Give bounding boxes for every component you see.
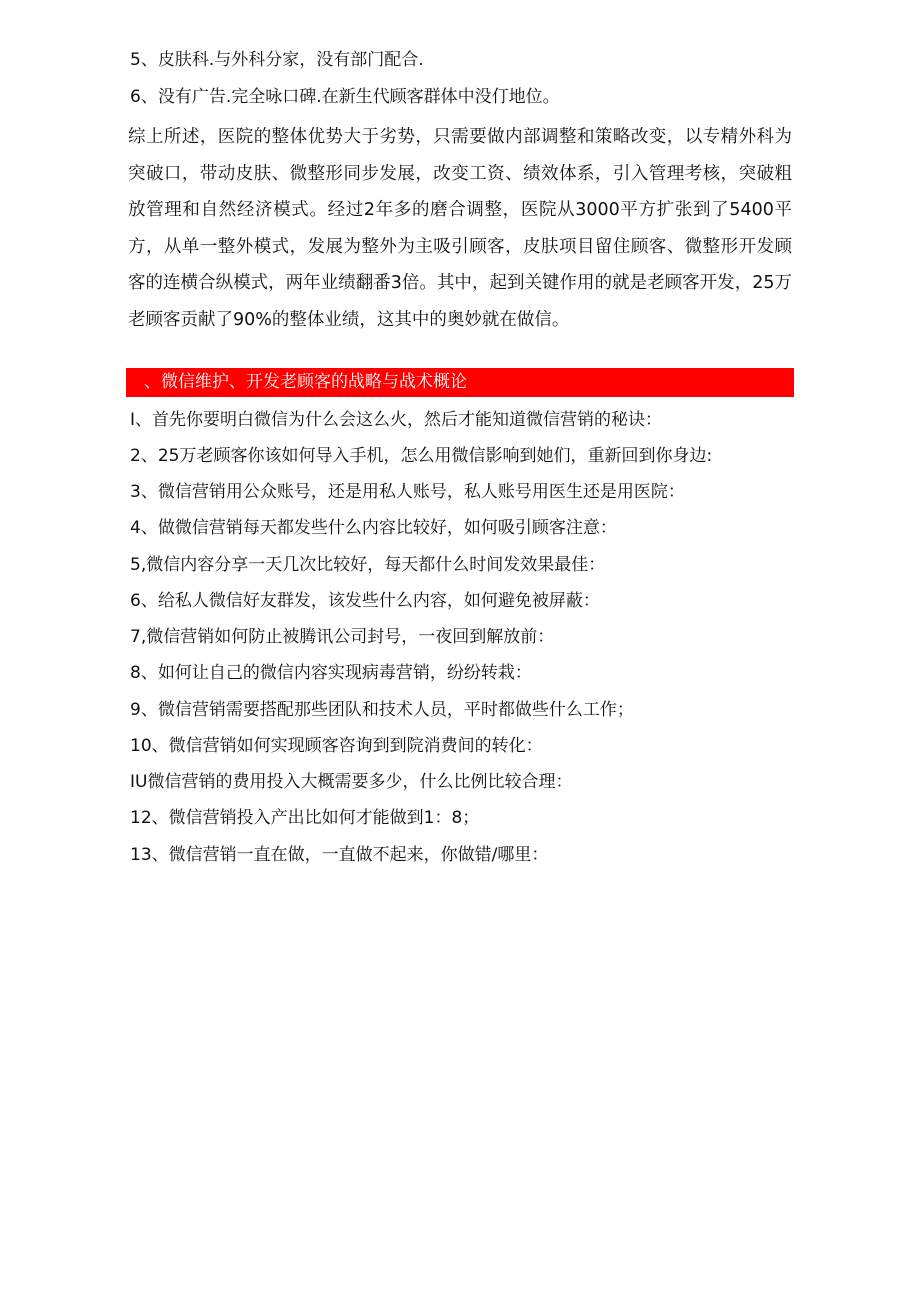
- question-item-12: 12、微信营销投入产出比如何才能做到1：8；: [130, 808, 480, 828]
- intro-item-6: 6、没有广告.完全咏口碑.在新生代顾客群体中没仃地位。: [130, 87, 560, 107]
- question-item-6: 6、给私人微信好友群发，该发些什么内容，如何避免被屏蔽：: [130, 591, 600, 611]
- intro-item-5: 5、皮肤科.与外科分家，没有部门配合.: [130, 50, 424, 70]
- question-item-5: 5,微信内容分享一天几次比较好，每天都什么时间发效果最佳：: [130, 555, 606, 575]
- question-item-13: 13、微信营销一直在做，一直做不起来，你做错/哪里：: [130, 845, 549, 865]
- question-item-10: 10、微信营销如何实现顾客咨询到到院消费间的转化：: [130, 736, 543, 756]
- question-item-4: 4、做微信营销每天都发些什么内容比较好，如何吸引顾客注意：: [130, 518, 617, 538]
- question-item-3: 3、微信营销用公众账号，还是用私人账号，私人账号用医生还是用医院：: [130, 482, 685, 502]
- question-item-2: 2、25万老顾客你该如何导入手机，怎么用微信影响到她们，重新回到你身边:: [130, 446, 713, 466]
- question-item-7: 7,微信营销如何防止被腾讯公司封号，一夜回到解放前：: [130, 627, 555, 647]
- section-heading-banner: [126, 368, 794, 397]
- question-item-1: I、首先你要明白微信为什么会这么火，然后才能知道微信营销的秘诀：: [130, 410, 663, 430]
- summary-paragraph: [128, 119, 792, 338]
- question-item-11: IU微信营销的费用投入大概需要多少，什么比例比较合理：: [130, 772, 573, 792]
- question-item-9: 9、微信营销需要搭配那些团队和技术人员，平时都做些什么工作；: [130, 700, 634, 720]
- section-heading: 、微信维护、开发老顾客的战略与战术概论: [144, 372, 467, 392]
- question-item-8: 8、如何让自己的微信内容实现病毒营销，纷纷转栽：: [130, 663, 532, 683]
- summary-text: 综上所述，医院的整体优势大于劣势，只需要做内部调整和策略改变，以专精外科为突破口，带动皮肤、微整形同步发展，改变工资、绩效体系，引入管理考核，突破粗放管理和自然经济模式。经过2年多的磨合调整，医院从3000平方扩张到了5400平方，从单一整外模式，发展为整外为主吸引顾客，皮肤项目留住顾客、微整形开发顾客的连横合纵模式，两年业绩翻番3倍。其中，起到关键作用的就是老顾客开发，25万老顾客贡献了90%的整体业绩，这其中的奥妙就在做信。: [128, 127, 792, 330]
